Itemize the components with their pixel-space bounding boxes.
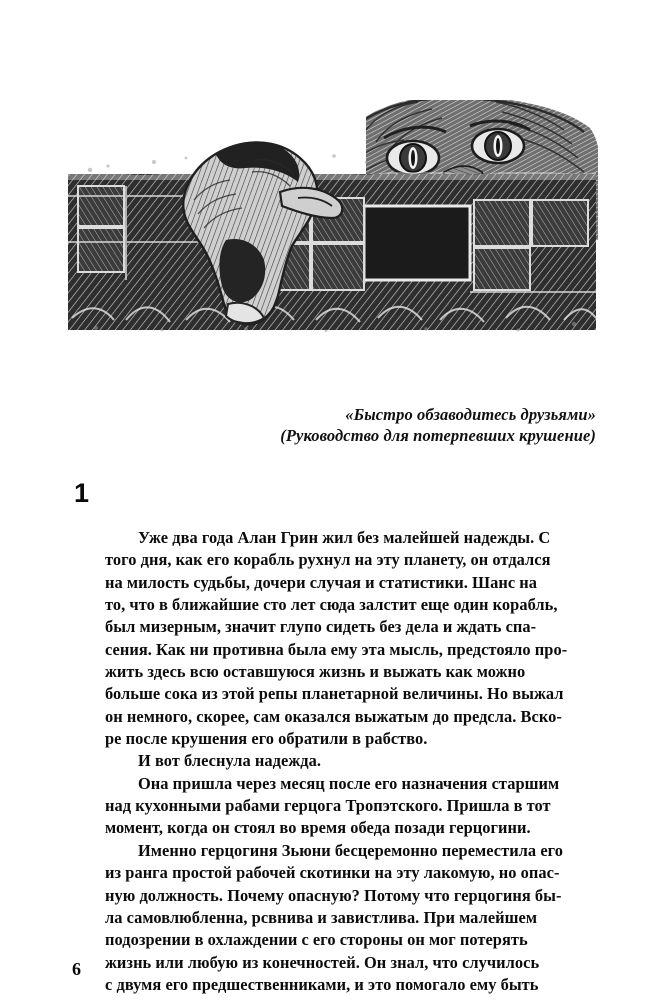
paragraph (72, 527, 596, 750)
paragraph (72, 750, 596, 772)
text-line: ную должность. Почему опасную? Потому что герцогиня бы- (105, 885, 562, 905)
chapter-number: 1 (74, 478, 90, 508)
text-line: подозрении в охлаждении с его стороны он мог потерять (105, 930, 528, 950)
epigraph-line-1: «Быстро обзаводитесь друзьями» (345, 405, 596, 424)
text-line: то, что в ближайшие сто лет сюда залстит еще один корабль, (105, 595, 558, 615)
text-line: больше сока из этой репы планетарной величины. Но выжал (105, 684, 564, 704)
text-line: над кухонными рабами герцога Тропэтского. Пришла в тот (105, 796, 551, 816)
epigraph (72, 404, 596, 446)
text-line: жизнь или любую из конечностей. Он знал, что случилось (105, 952, 540, 972)
text-line: ла самовлюбленна, рсвнива и завистлива. При малейшем (105, 907, 538, 927)
text-line: Уже два года Алан Грин жил без малейшей надежды. С (138, 528, 551, 547)
text-line: на милость судьбы, дочери случая и статистики. Шанс на (105, 572, 538, 592)
text-line: был мизерным, значит глупо сидеть без дела и ждать спа- (105, 617, 537, 637)
text-line: Именно герцогиня Зьюни бесцеремонно переместила его (138, 840, 563, 860)
text-line: И вот блеснула надежда. (138, 751, 321, 771)
cat-eye-left (387, 141, 439, 175)
text-line: жить здесь всю оставшуюся жизнь и выжать как можно (105, 662, 526, 682)
text-line: Она пришла через месяц после его назначения старшим (138, 773, 560, 793)
text-line: того дня, как его корабль рухнул на эту планету, он отдался (105, 550, 551, 570)
text-line: ре после крушения его обратили в рабство. (105, 729, 428, 749)
paragraph (72, 773, 596, 840)
illustration-artwork (66, 100, 598, 332)
epigraph-line-2: (Руководство для потерпевших крушение) (280, 426, 596, 445)
body-text (72, 527, 596, 996)
cat-eye-right (472, 129, 524, 163)
page-number: 6 (72, 959, 81, 979)
text-line: с двумя его предшественниками, и это помогало ему быть (105, 974, 539, 994)
text-line: сения. Как ни противна была ему эта мысль, предстояло про- (105, 639, 568, 659)
text-line: он немного, скорее, сам оказался выжатым до предсла. Вско- (105, 706, 562, 726)
paragraph (72, 840, 596, 996)
text-line: из ранга простой рабочей скотинки на эту лакомую, но опас- (105, 863, 560, 883)
text-line: момент, когда он стоял во время обеда позади герцогини. (105, 818, 531, 838)
chapter-illustration (66, 100, 598, 332)
stone-wall-group (68, 170, 596, 330)
